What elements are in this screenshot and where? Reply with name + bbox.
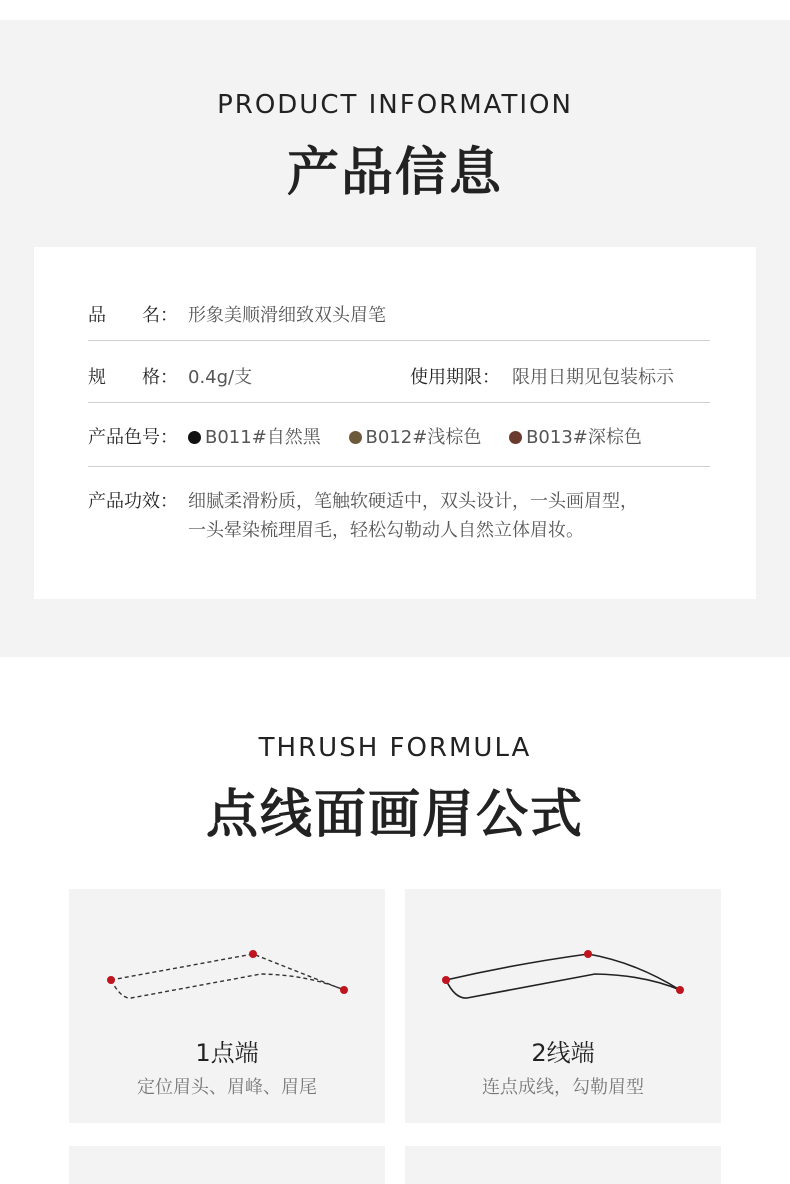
name-value: 形象美顺滑细致双头眉笔 [188,305,386,326]
product-info-cn-title: 产品信息 [286,143,503,203]
divider [88,340,710,341]
expiry-value: 限用日期见包装标示 [512,367,674,388]
formula-card-partial [405,1146,721,1184]
shade-list [188,423,664,449]
shade-text: B013#深棕色 [526,427,642,448]
shade-swatch-icon [509,431,522,444]
eyebrow-dots-illustration [69,889,385,1029]
divider [88,402,710,403]
shade-text: B012#浅棕色 [365,427,482,448]
step-title: 1点端 [195,1039,259,1067]
formula-card-dot [69,889,385,1123]
step-title: 2线端 [531,1039,595,1067]
shade-text: B011#自然黑 [205,427,321,448]
effect-row [88,487,710,547]
shade-item [188,423,321,449]
shade-swatch-icon [349,431,362,444]
product-info-section [0,20,790,657]
effect-line-2: 一头晕染梳理眉毛，轻松勾勒动人自然立体眉妆。 [188,520,584,541]
formula-en-title: THRUSH FORMULA [258,733,532,763]
step-subtitle: 连点成线，勾勒眉型 [482,1077,644,1098]
spec-value: 0.4g/支 [188,367,253,388]
formula-card-line [405,889,721,1123]
formula-card-partial [69,1146,385,1184]
shade-item [509,423,642,449]
shade-swatch-icon [188,431,201,444]
shade-label: 产品色号： [88,427,178,448]
formula-cn-title: 点线面画眉公式 [205,785,584,845]
divider [88,466,710,467]
eyebrow-line-illustration [405,889,721,1029]
effect-label: 产品功效： [88,491,178,512]
step-subtitle: 定位眉头、眉峰、眉尾 [137,1077,317,1098]
expiry-label: 使用期限： [410,367,500,388]
product-info-en-title: PRODUCT INFORMATION [217,90,573,120]
product-info-card [34,247,756,599]
spec-label: 规 格： [88,367,178,388]
name-label: 品 名： [88,305,178,326]
effect-line-1: 细腻柔滑粉质，笔触软硬适中，双头设计，一头画眉型， [188,491,638,512]
shade-item [349,423,482,449]
